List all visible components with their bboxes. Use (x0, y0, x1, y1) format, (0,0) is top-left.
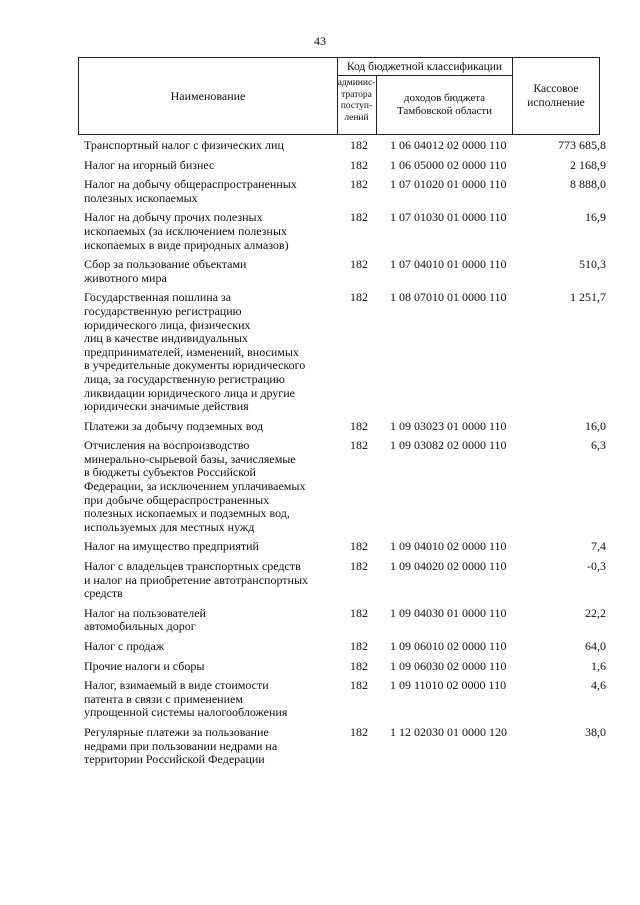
row-code: 1 09 04030 01 0000 110 (390, 605, 507, 620)
row-amount: 22,2 (585, 605, 606, 620)
row-amount: -0,3 (587, 559, 606, 574)
row-admin: 182 (350, 138, 368, 152)
row-name: Транспортный налог с физических лиц (84, 138, 284, 152)
table-row (0, 258, 640, 285)
table-row (0, 439, 640, 534)
row-admin: 182 (350, 605, 368, 620)
table-row (0, 607, 640, 634)
row-admin: 182 (350, 559, 368, 574)
row-admin: 182 (350, 177, 368, 192)
row-name: Налог на игорный бизнес (84, 157, 215, 172)
row-name: Налог на имущество предприятий (84, 539, 259, 554)
row-name: Налог с владельцев транспортных средств и налог на приобретение автотранспортных средств (84, 559, 309, 601)
row-amount: 7,4 (591, 539, 606, 554)
row-name: Налог, взимаемый в виде стоимости патента в связи с применением упрощенной системы налогообложения (84, 678, 288, 720)
row-code: 1 09 06010 02 0000 110 (390, 639, 507, 653)
row-code: 1 09 03023 01 0000 110 (390, 418, 507, 433)
row-admin: 182 (350, 438, 368, 453)
row-admin: 182 (350, 290, 368, 305)
row-amount: 16,9 (585, 210, 606, 225)
row-code: 1 12 02030 01 0000 120 (390, 724, 507, 739)
row-admin: 182 (350, 157, 368, 172)
header-budget-code: Код бюджетной классификации (337, 58, 513, 76)
row-code: 1 09 04010 02 0000 110 (390, 539, 507, 554)
row-code: 1 09 11010 02 0000 110 (390, 678, 507, 693)
row-code: 1 09 06030 02 0000 110 (390, 658, 507, 673)
row-code: 1 07 01020 01 0000 110 (390, 177, 507, 192)
header-execution: Кассовое исполнение (527, 83, 585, 109)
row-name: Регулярные платежи за пользование недрами при пользовании недрами на территории Российской Федерации (84, 724, 278, 767)
row-name: Государственная пошлина за государственную регистрацию юридического лица, физических лиц в качестве индивидуальных предпринимателей, изменений, вносимых в учредительные документы юридического лица, за государственную регистрацию ликвидации юридического лица и другие юридически значимые действия (84, 290, 306, 414)
header-revenue: доходов бюджета Тамбовской области (377, 76, 513, 134)
table-header (78, 57, 600, 135)
row-amount: 2 168,9 (570, 157, 606, 172)
page-number: 43 (314, 34, 326, 48)
row-name: Налог на добычу прочих полезных ископаемых (за исключением полезных ископаемых в виде природных алмазов) (84, 210, 289, 252)
table-row (0, 726, 640, 767)
row-admin: 182 (350, 210, 368, 225)
row-code: 1 06 04012 02 0000 110 (390, 138, 507, 152)
table-row (0, 159, 640, 173)
row-amount: 4,6 (591, 678, 606, 693)
row-name: Сбор за пользование объектами животного мира (84, 257, 247, 285)
row-name: Платежи за добычу подземных вод (84, 418, 264, 433)
table-row (0, 640, 640, 654)
row-amount: 8 888,0 (570, 177, 606, 192)
row-amount: 1,6 (591, 658, 606, 673)
table-row (0, 178, 640, 205)
row-admin: 182 (350, 724, 368, 739)
table-row (0, 139, 640, 153)
row-admin: 182 (350, 539, 368, 554)
table-row (0, 660, 640, 674)
header-admin: админис- тратора поступ- лений (337, 76, 377, 134)
row-code: 1 07 04010 01 0000 110 (390, 257, 507, 272)
row-code: 1 06 05000 02 0000 110 (390, 157, 507, 172)
header-name: Наименование (79, 58, 338, 134)
table-row (0, 211, 640, 252)
row-amount: 64,0 (585, 639, 606, 653)
row-name: Отчисления на воспроизводство минерально-сырьевой базы, зачисляемые в бюджеты субъектов Российской Федерации, за исключением уплачиваемых при добыче общераспространенных полезных ископаемых и подземных вод, используемых для местных нужд (84, 438, 306, 534)
row-admin: 182 (350, 639, 368, 653)
row-name: Налог на добычу общераспространенных полезных ископаемых (84, 177, 297, 205)
row-name: Налог с продаж (84, 639, 165, 653)
table-row (0, 291, 640, 413)
row-admin: 182 (350, 257, 368, 272)
row-code: 1 09 03082 02 0000 110 (390, 438, 507, 453)
row-code: 1 09 04020 02 0000 110 (390, 559, 507, 574)
row-amount: 773 685,8 (558, 138, 606, 152)
row-amount: 1 251,7 (570, 290, 606, 305)
row-code: 1 08 07010 01 0000 110 (390, 290, 507, 305)
table-body (0, 139, 640, 773)
table-row (0, 540, 640, 554)
row-admin: 182 (350, 678, 368, 693)
row-name: Налог на пользователей автомобильных дорог (84, 605, 206, 634)
table-row (0, 679, 640, 720)
row-amount: 16,0 (585, 418, 606, 433)
table-row (0, 560, 640, 601)
row-amount: 6,3 (591, 438, 606, 453)
row-amount: 38,0 (585, 724, 606, 739)
row-amount: 510,3 (579, 257, 606, 272)
row-admin: 182 (350, 658, 368, 673)
row-code: 1 07 01030 01 0000 110 (390, 210, 507, 225)
row-admin: 182 (350, 418, 368, 433)
row-name: Прочие налоги и сборы (84, 658, 205, 673)
table-row (0, 420, 640, 434)
